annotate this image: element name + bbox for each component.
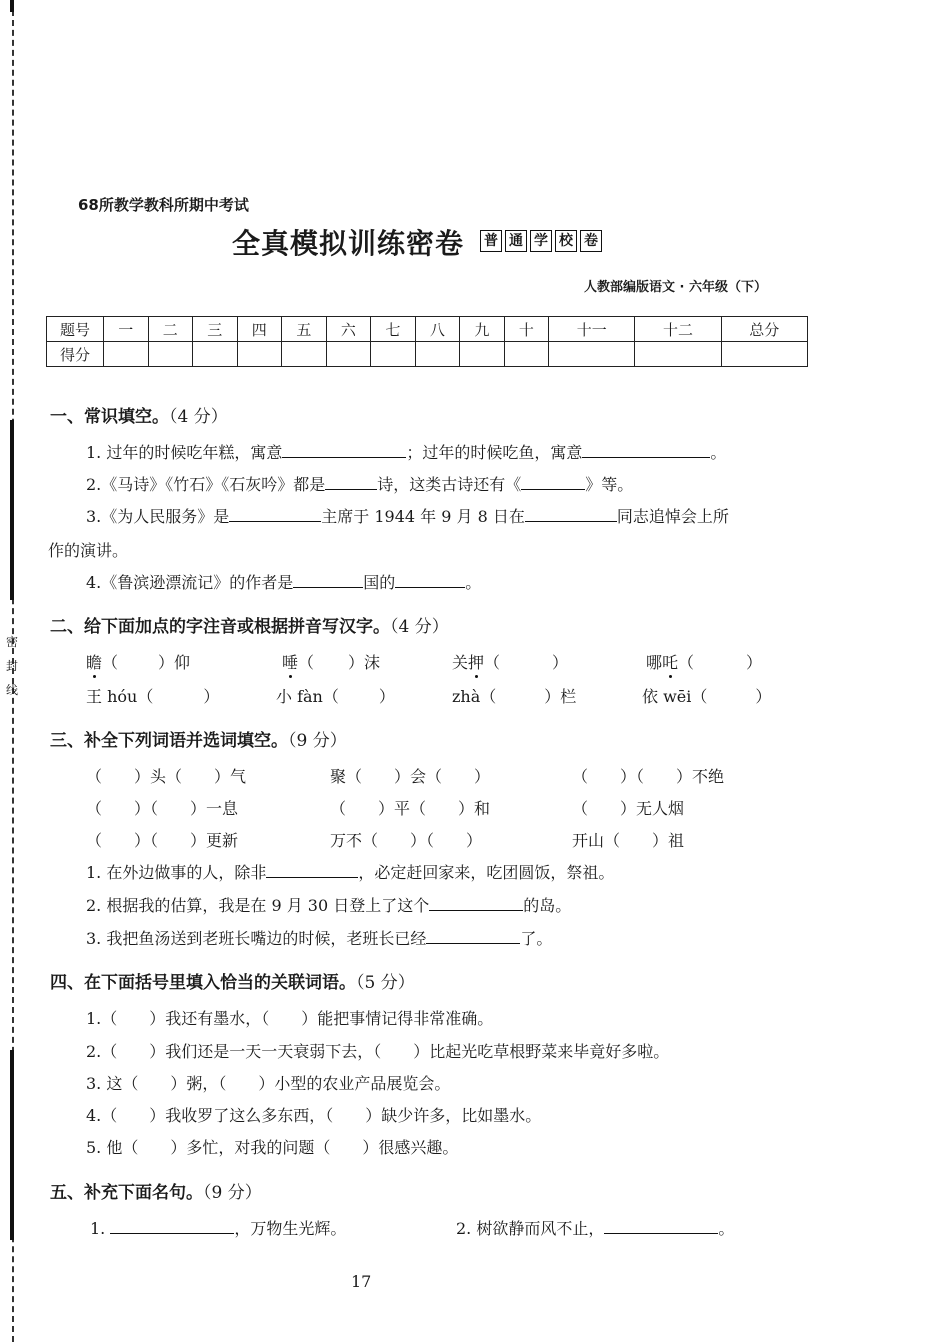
s4-question-2[interactable]: 2.（ ）我们还是一天一天衰弱下去，（ ）比起光吃草根野菜来毕竟好多啦。: [86, 1042, 670, 1061]
answer-blank[interactable]: [282, 441, 406, 458]
text: 同志追悼会上所: [616, 507, 729, 526]
section-points: （5 分）: [356, 973, 415, 993]
s4-question-3[interactable]: 3. 这（ ）粥，（ ）小型的农业产品展览会。: [86, 1074, 451, 1093]
text: 2.《马诗》《竹石》《石灰吟》都是: [86, 475, 326, 494]
s2-item-5: [86, 684, 219, 707]
text: ）: [755, 687, 772, 706]
text: （: [678, 653, 695, 672]
school-type-boxes: [480, 230, 602, 252]
section-points: （4 分）: [390, 617, 449, 637]
text: 1. 过年的时候吃年糕，寓意: [86, 443, 283, 462]
answer-blank[interactable]: [521, 473, 585, 490]
text: 主席于 1944 年 9 月 8 日在: [321, 507, 525, 526]
text: （: [322, 687, 339, 706]
s2-item-1: [86, 650, 190, 673]
score-table-header-row: [47, 317, 808, 342]
idiom-word[interactable]: 聚（ ）会（ ）: [330, 767, 491, 786]
s2-item-7: [452, 684, 576, 707]
text: 2. 树欲静而风不止，: [456, 1219, 605, 1238]
text: 国的: [363, 573, 396, 592]
text: 关: [452, 653, 469, 672]
answer-blank[interactable]: [604, 1217, 718, 1234]
score-cell: 六: [326, 317, 371, 342]
s1-question-3-cont: 作的演讲。: [48, 541, 129, 560]
s4-question-4[interactable]: 4.（ ）我收罗了这么多东西，（ ）缺少许多，比如墨水。: [86, 1106, 542, 1125]
score-cell: 一: [104, 317, 149, 342]
s3-question-1: [86, 860, 614, 883]
dotted-char: 吒: [662, 650, 678, 673]
answer-blank[interactable]: [395, 571, 465, 588]
dotted-char: 瞻: [86, 650, 102, 673]
text: 了。: [520, 929, 553, 948]
box-char: 校: [555, 230, 577, 252]
text: 2. 根据我的估算，我是在 9 月 30 日登上了这个: [86, 896, 430, 915]
seal-line-char: 密: [5, 635, 18, 649]
text: ，必定赶回家来，吃团圆饭，祭祖。: [358, 863, 615, 882]
text: ）: [378, 687, 395, 706]
section-title: 二、给下面加点的字注音或根据拼音写汉字。: [50, 617, 390, 637]
text: 1. 在外边做事的人，除非: [86, 863, 267, 882]
idiom-word[interactable]: （ ）（ ）更新: [86, 831, 239, 850]
section-title: 五、补充下面名句。: [50, 1183, 203, 1203]
box-char: 普: [480, 230, 502, 252]
idiom-word[interactable]: （ ）头（ ）气: [86, 767, 247, 786]
s2-item-4: [646, 650, 762, 673]
s1-question-1: [86, 440, 726, 463]
score-input-cell[interactable]: [415, 342, 460, 367]
score-cell: 总分: [721, 317, 807, 342]
section-1-heading: [50, 402, 228, 427]
text: 。: [710, 443, 727, 462]
score-input-cell[interactable]: [282, 342, 327, 367]
answer-blank[interactable]: [429, 894, 523, 911]
s2-item-6: [276, 684, 395, 707]
answer-blank[interactable]: [293, 571, 363, 588]
text: （: [137, 687, 154, 706]
score-cell: 五: [282, 317, 327, 342]
s5-question-1: [90, 1216, 346, 1239]
binding-mark-top: [10, 0, 14, 12]
score-cell: 十二: [635, 317, 721, 342]
answer-blank[interactable]: [582, 441, 710, 458]
score-input-cell[interactable]: [504, 342, 549, 367]
section-2-heading: [50, 612, 449, 637]
text: zhà: [452, 687, 481, 706]
box-char: 卷: [580, 230, 602, 252]
section-points: （4 分）: [169, 407, 228, 427]
section-3-heading: [50, 726, 347, 751]
idiom-word[interactable]: （ ）平（ ）和: [330, 799, 491, 818]
text: ，万物生光辉。: [234, 1219, 347, 1238]
answer-blank[interactable]: [266, 861, 358, 878]
s1-question-2: [86, 472, 633, 495]
score-cell: 十一: [549, 317, 635, 342]
text: ）沫: [348, 653, 381, 672]
section-title: 三、补全下列词语并选词填空。: [50, 731, 288, 751]
seal-line-label: [2, 630, 22, 702]
score-input-cell[interactable]: [148, 342, 193, 367]
score-cell: 三: [193, 317, 238, 342]
s4-question-5[interactable]: 5. 他（ ）多忙，对我的问题（ ）很感兴趣。: [86, 1138, 459, 1157]
score-cell: 九: [460, 317, 505, 342]
score-input-cell[interactable]: [549, 342, 635, 367]
series-title: 68所教学教科所期中考试: [78, 196, 249, 214]
text: ）: [746, 653, 763, 672]
score-input-cell[interactable]: [326, 342, 371, 367]
binding-mark-middle: [10, 420, 14, 600]
idiom-word[interactable]: （ ）（ ）不绝: [572, 767, 725, 786]
text: （: [480, 687, 497, 706]
seal-line-char: 封: [5, 659, 18, 673]
score-input-cell[interactable]: [371, 342, 416, 367]
score-input-cell[interactable]: [193, 342, 238, 367]
section-4-heading: [50, 968, 415, 993]
idiom-word[interactable]: （ ）（ ）一息: [86, 799, 239, 818]
score-table-score-row: [47, 342, 808, 367]
text: （: [484, 653, 501, 672]
s2-item-8: [642, 684, 771, 707]
answer-blank[interactable]: [110, 1217, 234, 1234]
text: 3. 我把鱼汤送到老班长嘴边的时候，老班长已经: [86, 929, 427, 948]
score-input-cell[interactable]: [635, 342, 721, 367]
score-input-cell[interactable]: [721, 342, 807, 367]
answer-blank[interactable]: [229, 505, 321, 522]
text: 王 hóu: [86, 687, 138, 706]
s4-question-1[interactable]: 1.（ ）我还有墨水，（ ）能把事情记得非常准确。: [86, 1009, 494, 1028]
s2-item-3: [452, 650, 568, 673]
text: 诗，这类古诗还有《: [377, 475, 522, 494]
text: （: [298, 653, 315, 672]
answer-blank[interactable]: [525, 505, 617, 522]
answer-blank[interactable]: [325, 473, 377, 490]
idiom-word[interactable]: 万不（ ）（ ）: [330, 831, 483, 850]
score-table: [46, 316, 808, 367]
text: ）: [552, 653, 569, 672]
text: 。: [465, 573, 482, 592]
text: （: [102, 653, 119, 672]
section-points: （9 分）: [203, 1183, 262, 1203]
text: ）仰: [158, 653, 191, 672]
score-cell: 八: [415, 317, 460, 342]
binding-mark-bottom: [10, 1050, 14, 1240]
text: 》等。: [585, 475, 634, 494]
score-cell: 十: [504, 317, 549, 342]
score-cell: 二: [148, 317, 193, 342]
section-5-heading: [50, 1178, 262, 1203]
page-number: 17: [351, 1272, 372, 1291]
score-cell: 七: [371, 317, 416, 342]
answer-blank[interactable]: [426, 927, 520, 944]
text: 3.《为人民服务》是: [86, 507, 230, 526]
text: 的岛。: [523, 896, 572, 915]
section-title: 四、在下面括号里填入恰当的关联词语。: [50, 973, 356, 993]
section-title: 一、常识填空。: [50, 407, 169, 427]
text: 。: [718, 1219, 735, 1238]
text: ）: [203, 687, 220, 706]
exam-title: 全真模拟训练密卷: [232, 227, 465, 260]
s3-question-3: [86, 926, 552, 949]
text: 依 wēi: [642, 687, 692, 706]
dotted-char: 唾: [282, 650, 298, 673]
s2-item-2: [282, 650, 380, 673]
score-cell: 题号: [47, 317, 104, 342]
section-points: （9 分）: [288, 731, 347, 751]
score-cell: 得分: [47, 342, 104, 367]
dotted-char: 押: [468, 650, 484, 673]
text: 哪: [646, 653, 663, 672]
score-input-cell[interactable]: [460, 342, 505, 367]
s5-question-2: [456, 1216, 734, 1239]
idiom-word[interactable]: （ ）无人烟: [572, 799, 685, 818]
box-char: 通: [505, 230, 527, 252]
text: 1.: [90, 1219, 106, 1238]
text: （: [691, 687, 708, 706]
s3-question-2: [86, 893, 571, 916]
text: 小 fàn: [276, 687, 323, 706]
text: ）栏: [544, 687, 577, 706]
box-char: 学: [530, 230, 552, 252]
idiom-word[interactable]: 开山（ ）祖: [572, 831, 685, 850]
s1-question-3: [86, 504, 729, 527]
edition-subtitle: 人教部编版语文 · 六年级（下）: [584, 280, 767, 295]
text: ；过年的时候吃鱼，寓意: [406, 443, 583, 462]
seal-line-char: 线: [5, 683, 18, 697]
score-cell: 四: [237, 317, 282, 342]
text: 4.《鲁滨逊漂流记》的作者是: [86, 573, 294, 592]
s1-question-4: [86, 570, 481, 593]
score-input-cell[interactable]: [104, 342, 149, 367]
score-input-cell[interactable]: [237, 342, 282, 367]
